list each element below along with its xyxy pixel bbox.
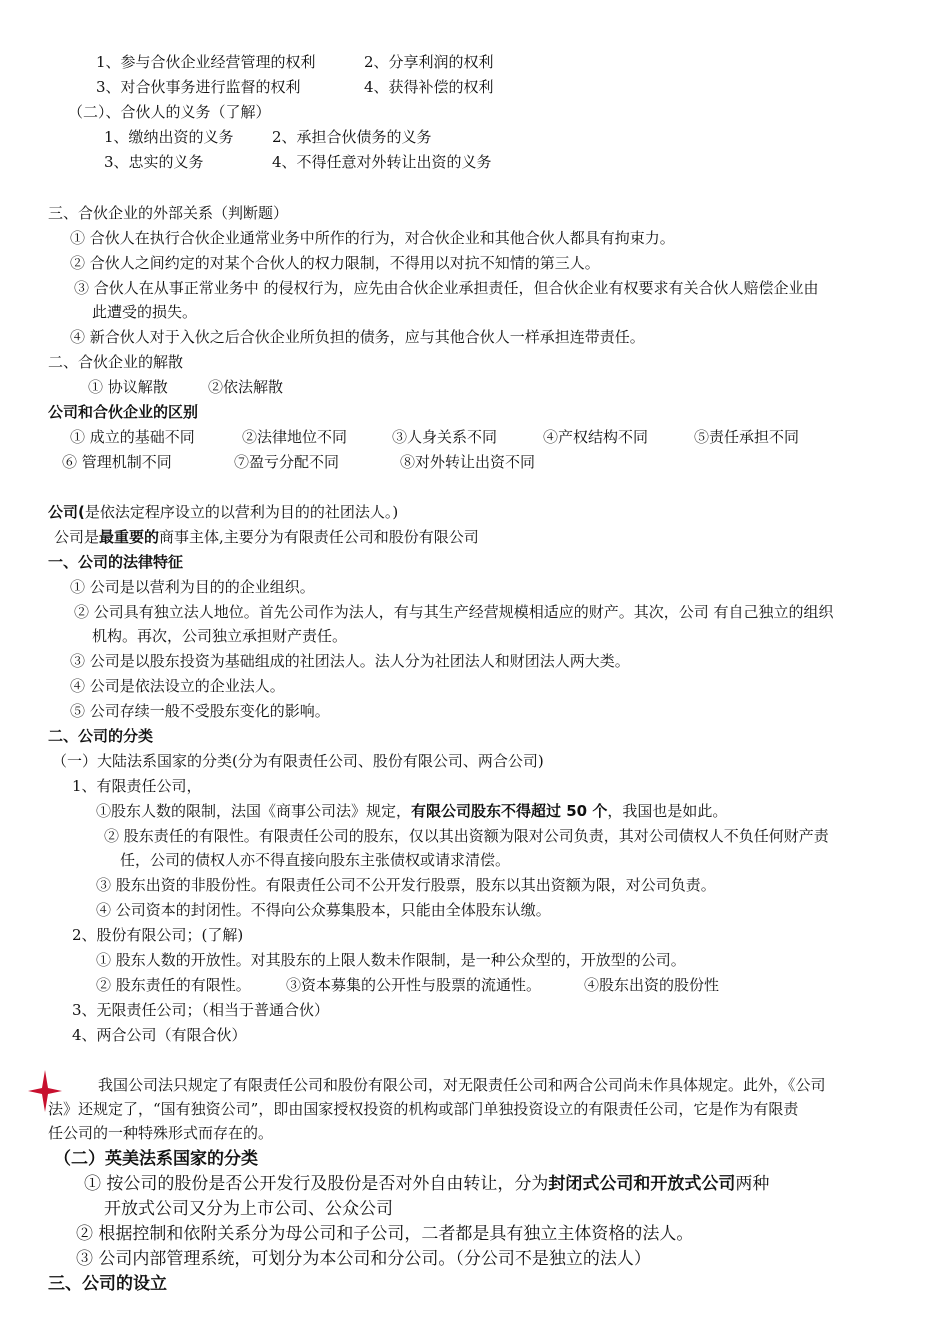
external-item-3-cont: 此遭受的损失。: [92, 303, 198, 321]
jsc-item-2: ② 股东责任的有限性。: [96, 976, 251, 994]
external-item-4: ④ 新合伙人对于入伙之后合伙企业所负担的债务，应与其他合伙人一样承担连带责任。: [70, 328, 645, 346]
difference-item-8: ⑧对外转让出资不同: [400, 453, 536, 471]
duty-item-2: 2、承担合伙债务的义务: [272, 128, 432, 146]
company-main-subject: [54, 527, 479, 547]
right-item-2: 2、分享利润的权利: [364, 53, 494, 71]
difference-item-2: ②法律地位不同: [242, 428, 348, 446]
company-main-c: 商事主体,主要分为有限责任公司和股份有限公司: [159, 528, 479, 546]
jsc-item-1: ① 股东人数的开放性。对其股东的上限人数未作限制，是一种公众型的，开放型的公司。: [96, 951, 686, 969]
difference-heading: 公司和合伙企业的区别: [48, 403, 199, 421]
legal-feature-1: ① 公司是以营利为目的的企业组织。: [70, 578, 315, 596]
anglo-item-1-emphasis: 封闭式公司和开放式公司: [548, 1174, 736, 1194]
dissolution-item-1: ① 协议解散: [88, 378, 168, 396]
china-note-line-2: 法》还规定了，“国有独资公司”，即由国家授权投资的机构或部门单独投资设立的有限责任公司，它是作为有限责: [48, 1100, 799, 1118]
external-item-3: ③ 合伙人在从事正常业务中 的侵权行为，应先由合伙企业承担责任，但合伙企业有权要求有关合伙人赔偿企业由: [74, 279, 819, 297]
duty-item-4: 4、不得任意对外转让出资的义务: [272, 153, 492, 171]
difference-item-6: ⑥ 管理机制不同: [62, 453, 172, 471]
llc-item-2-cont: 任，公司的债权人亦不得直接向股东主张债权或请求清偿。: [120, 851, 511, 869]
right-item-3: 3、对合伙事务进行监督的权利: [96, 78, 301, 96]
dissolution-item-2: ②依法解散: [208, 378, 284, 396]
company-definition-bold: 公司(: [48, 503, 85, 521]
unlimited-company: 3、无限责任公司；（相当于普通合伙）: [72, 1001, 330, 1019]
legal-feature-4: ④ 公司是依法设立的企业法人。: [70, 677, 285, 695]
difference-item-3: ③人身关系不同: [392, 428, 498, 446]
llc-item-1: [96, 801, 727, 821]
llc-item-3: ③ 股东出资的非股份性。有限责任公司不公开发行股票，股东以其出资额为限，对公司负责。: [96, 876, 716, 894]
duty-item-1: 1、缴纳出资的义务: [104, 128, 234, 146]
anglo-item-1-cont: 开放式公司又分为上市公司、公众公司: [104, 1199, 393, 1219]
anglo-item-3: ③ 公司内部管理系统，可划分为本公司和分公司。（分公司不是独立的法人）: [76, 1249, 651, 1269]
legal-feature-2-cont: 机构。再次，公司独立承担财产责任。: [92, 627, 348, 645]
duties-heading: （二）、合伙人的义务（了解）: [68, 103, 271, 121]
jsc-heading: 2、股份有限公司；(了解): [72, 926, 244, 944]
anglo-item-1-a: ① 按公司的股份是否公开发行及股份是否对外自由转让，分为: [84, 1174, 549, 1194]
anglo-item-2: ② 根据控制和依附关系分为母公司和子公司，二者都是具有独立主体资格的法人。: [76, 1224, 694, 1244]
llc-item-4: ④ 公司资本的封闭性。不得向公众募集股本，只能由全体股东认缴。: [96, 901, 551, 919]
duty-item-3: 3、忠实的义务: [104, 153, 204, 171]
classification-heading: 二、公司的分类: [48, 727, 154, 745]
jsc-item-4: ④股东出资的股份性: [584, 976, 720, 994]
company-main-emphasis: 最重要的: [99, 528, 160, 546]
external-heading: 三、合伙企业的外部关系（判断题）: [48, 204, 289, 222]
dissolution-heading: 二、合伙企业的解散: [48, 353, 184, 371]
anglo-american-heading: （二）英美法系国家的分类: [54, 1149, 258, 1169]
china-note-line-1: 我国公司法只规定了有限责任公司和股份有限公司，对无限责任公司和两合公司尚未作具体规定。此外，《公司: [98, 1076, 826, 1094]
jsc-item-3: ③资本募集的公开性与股票的流通性。: [286, 976, 542, 994]
right-item-4: 4、获得补偿的权利: [364, 78, 494, 96]
llc-heading: 1、有限责任公司，: [72, 777, 202, 795]
difference-item-1: ① 成立的基础不同: [70, 428, 195, 446]
difference-item-7: ⑦盈亏分配不同: [234, 453, 340, 471]
setup-heading: 三、公司的设立: [48, 1274, 167, 1294]
difference-item-4: ④产权结构不同: [543, 428, 649, 446]
llc-item-1-c: ，我国也是如此。: [607, 802, 728, 820]
external-item-2: ② 合伙人之间约定的对某个合伙人的权力限制，不得用以对抗不知情的第三人。: [70, 254, 600, 272]
company-definition: [48, 502, 398, 522]
legal-features-heading: 一、公司的法律特征: [48, 553, 184, 571]
llc-item-1-emphasis: 有限公司股东不得超过 50 个: [411, 802, 608, 820]
company-main-a: 公司是: [54, 528, 100, 546]
difference-item-5: ⑤责任承担不同: [694, 428, 800, 446]
anglo-item-1: [84, 1172, 769, 1196]
anglo-item-1-c: 两种: [735, 1174, 770, 1194]
llc-item-1-a: ①股东人数的限制，法国《商事公司法》规定，: [96, 802, 412, 820]
right-item-1: 1、参与合伙企业经营管理的权利: [96, 53, 316, 71]
company-definition-text: 是依法定程序设立的以营利为目的的社团法人。): [84, 503, 399, 521]
continental-heading: （一）大陆法系国家的分类(分为有限责任公司、股份有限公司、两合公司): [52, 752, 544, 770]
legal-feature-2: ② 公司具有独立法人地位。首先公司作为法人，有与其生产经营规模相适应的财产。其次，公司 有自己独立的组织: [74, 603, 834, 621]
legal-feature-5: ⑤ 公司存续一般不受股东变化的影响。: [70, 702, 330, 720]
legal-feature-3: ③ 公司是以股东投资为基础组成的社团法人。法人分为社团法人和财团法人两大类。: [70, 652, 630, 670]
external-item-1: ① 合伙人在执行合伙企业通常业务中所作的行为，对合伙企业和其他合伙人都具有拘束力。: [70, 229, 675, 247]
china-note-line-3: 任公司的一种特殊形式而存在的。: [48, 1124, 274, 1142]
llc-item-2: ② 股东责任的有限性。有限责任公司的股东，仅以其出资额为限对公司负责，其对公司债权人不负任何财产责: [104, 827, 829, 845]
two-partnership-company: 4、两合公司（有限合伙）: [72, 1026, 247, 1044]
